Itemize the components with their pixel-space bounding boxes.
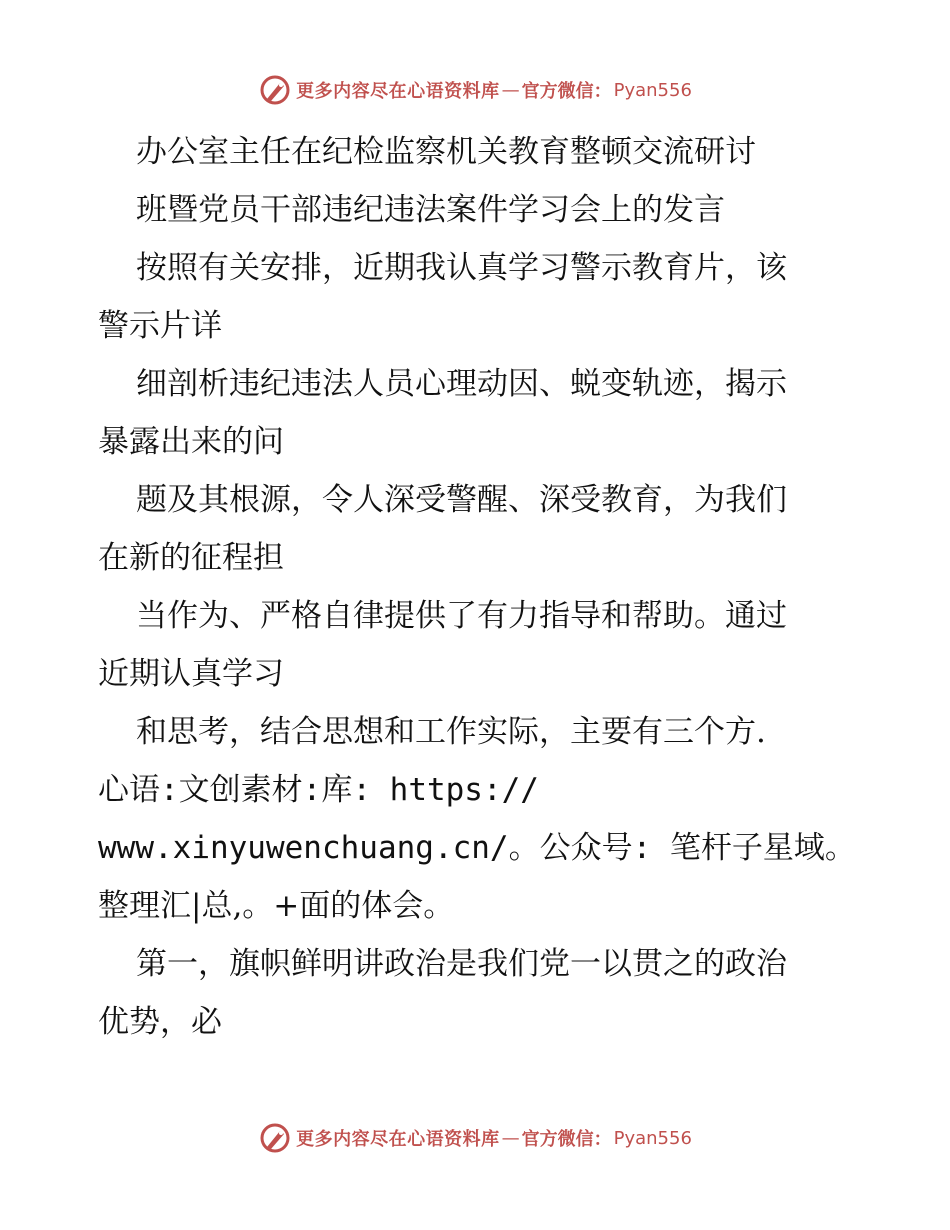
paragraph-line: 第一，旗帜鲜明讲政治是我们党一以贯之的政治 bbox=[136, 946, 787, 982]
document-body bbox=[98, 123, 858, 1051]
paragraph-line: 优势，必 bbox=[98, 1004, 222, 1040]
paragraph-line: 整理汇|总,。+面的体会。 bbox=[98, 888, 455, 924]
paragraph-line: 细剖析违纪违法人员心理动因、蜕变轨迹，揭示 bbox=[136, 366, 787, 402]
footer-wechat-label: 官方微信： bbox=[521, 1129, 612, 1150]
pen-nib-logo-icon bbox=[258, 73, 292, 107]
footer-brand: 更多内容尽在心语资料库 bbox=[296, 1129, 500, 1150]
header-brand: 更多内容尽在心语资料库 bbox=[296, 81, 500, 102]
document-title-line-1: 办公室主任在纪检监察机关教育整顿交流研讨 bbox=[136, 134, 756, 170]
header-wechat-label: 官方微信： bbox=[521, 81, 612, 102]
footer-wechat-id: Pyan556 bbox=[613, 1127, 692, 1149]
header-separator: — bbox=[501, 79, 520, 101]
footer-banner bbox=[0, 1118, 950, 1158]
paragraph-line: 当作为、严格自律提供了有力指导和帮助。通过 bbox=[136, 598, 787, 634]
watermark-source-line: 心语:文创素材:库: https:// bbox=[98, 772, 539, 808]
header-banner bbox=[0, 70, 950, 110]
paragraph-line: 近期认真学习 bbox=[98, 656, 284, 692]
footer-separator: — bbox=[501, 1127, 520, 1149]
paragraph-line: 在新的征程担 bbox=[98, 540, 284, 576]
paragraph-line: 题及其根源，令人深受警醒、深受教育，为我们 bbox=[136, 482, 787, 518]
paragraph-line: 暴露出来的问 bbox=[98, 424, 284, 460]
pen-nib-logo-icon bbox=[258, 1121, 292, 1155]
paragraph-line: 按照有关安排，近期我认真学习警示教育片，该 bbox=[136, 250, 787, 286]
paragraph-line: 和思考，结合思想和工作实际，主要有三个方. bbox=[136, 714, 766, 750]
watermark-url-line: www.xinyuwenchuang.cn/。公众号: 笔杆子星域。 bbox=[98, 830, 856, 866]
paragraph-line: 警示片详 bbox=[98, 308, 222, 344]
document-title-line-2: 班暨党员干部违纪违法案件学习会上的发言 bbox=[136, 192, 725, 228]
header-wechat-id: Pyan556 bbox=[613, 79, 692, 101]
